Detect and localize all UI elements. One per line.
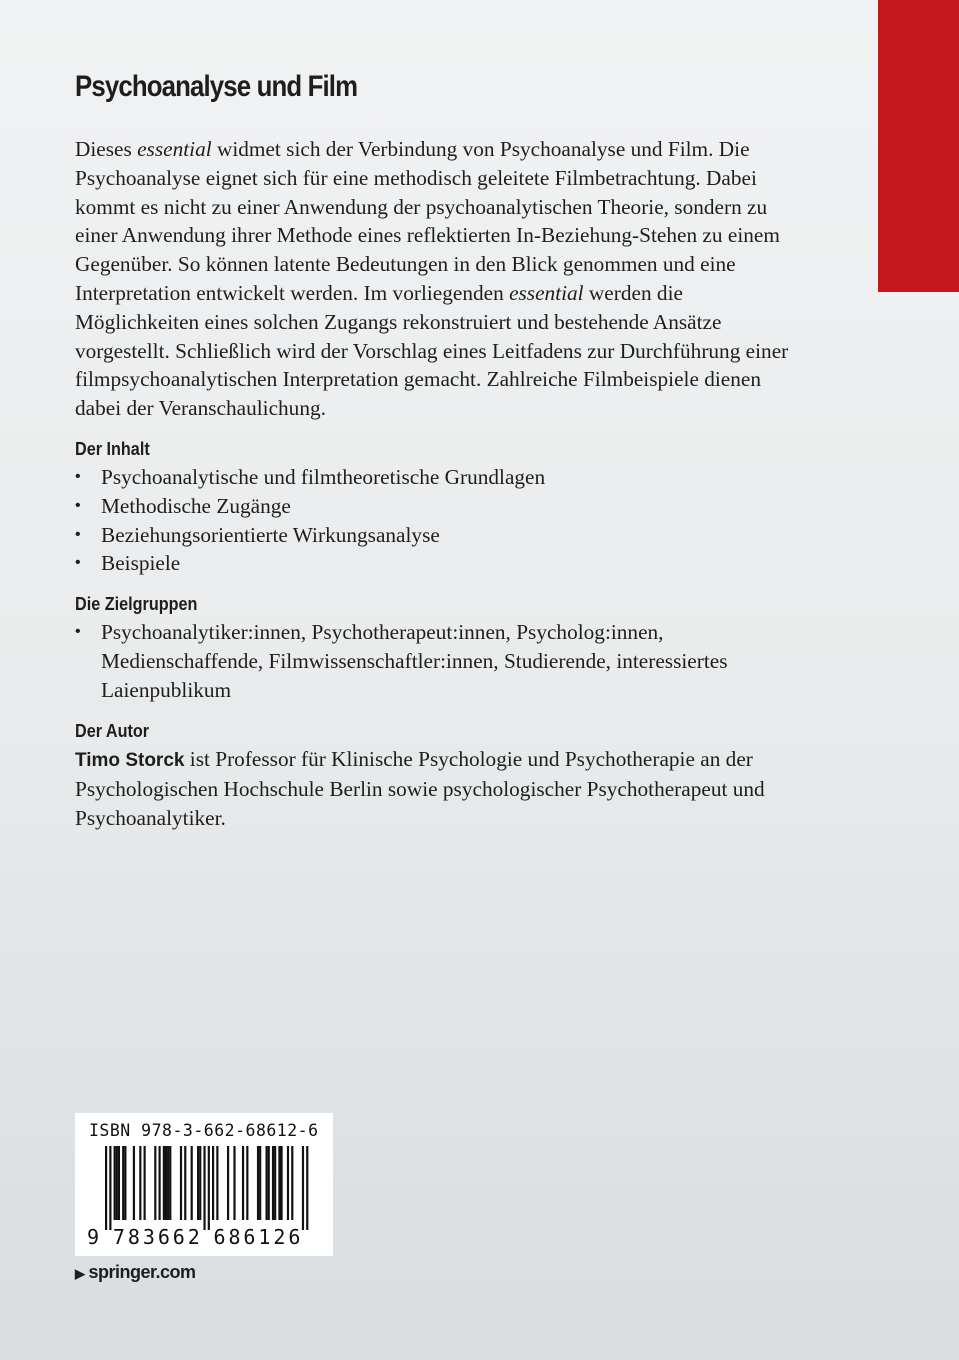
barcode-bar xyxy=(233,1146,235,1220)
intro-paragraph xyxy=(75,135,793,423)
intro-text: Dieses xyxy=(75,137,138,161)
barcode-bar xyxy=(116,1146,118,1220)
barcode-bar xyxy=(167,1146,169,1220)
intro-italic: essential xyxy=(137,137,212,161)
intro-text: werden die Möglichkeiten eines solchen Zugangs rekonstruiert und bestehende Ansätze vorgestellt. Schließlich wird der Vorschlag eines Leitfadens zur Durchführung einer filmpsychoanalytischen Interpretation gemacht. Zahlreiche Filmbeispiele dienen dabei der Veranschaulichung. xyxy=(75,280,789,421)
barcode-bar xyxy=(268,1146,270,1220)
barcode-bar xyxy=(242,1146,244,1220)
barcode-bar xyxy=(122,1146,124,1220)
barcode-bar xyxy=(154,1146,156,1220)
autor-heading: Der Autor xyxy=(75,720,150,741)
barcode-bar xyxy=(306,1146,308,1230)
barcode-bar xyxy=(191,1146,193,1220)
barcode-bar xyxy=(302,1146,304,1230)
barcode-digit: 8 xyxy=(127,1225,140,1249)
play-triangle-icon: ▶ xyxy=(75,1266,85,1281)
barcode-bars xyxy=(75,1113,333,1256)
barcode-digit: 3 xyxy=(142,1225,155,1249)
list-item: • Beispiele xyxy=(75,549,793,578)
inhalt-heading: Der Inhalt xyxy=(75,438,150,459)
isbn-label: ISBN 978-3-662-68612-6 xyxy=(89,1121,319,1140)
page-title: Psychoanalyse und Film xyxy=(75,70,358,103)
springer-link[interactable] xyxy=(75,1262,196,1283)
barcode-digit: 6 xyxy=(288,1225,301,1249)
author-name: Timo Storck xyxy=(75,749,185,771)
back-cover-text xyxy=(75,135,793,833)
red-accent-bar xyxy=(878,0,959,292)
barcode-bar xyxy=(203,1146,205,1230)
barcode-bar xyxy=(280,1146,282,1220)
barcode-bar xyxy=(105,1146,107,1230)
barcode-bar xyxy=(274,1146,276,1220)
barcode-bar xyxy=(184,1146,186,1220)
barcode-bar xyxy=(144,1146,146,1220)
barcode-bar xyxy=(257,1146,259,1220)
barcode-bar xyxy=(133,1146,135,1220)
barcode-bar xyxy=(109,1146,111,1230)
springer-link-text[interactable]: springer.com xyxy=(88,1262,196,1282)
barcode-bar xyxy=(163,1146,165,1220)
zielgruppen-heading: Die Zielgruppen xyxy=(75,594,198,615)
barcode-digit: 6 xyxy=(213,1225,226,1249)
barcode-digit: 6 xyxy=(157,1225,170,1249)
autor-paragraph xyxy=(75,745,793,833)
barcode-bar xyxy=(124,1146,126,1220)
barcode-bar xyxy=(159,1146,161,1220)
barcode-digit: 2 xyxy=(273,1225,286,1249)
barcode-bar xyxy=(118,1146,120,1220)
barcode-digit: 7 xyxy=(112,1225,125,1249)
intro-text: widmet sich der Verbindung von Psychoanalyse und Film. Die Psychoanalyse eignet sich für eine methodisch geleitete Filmbetrachtung. Dabei kommt es nicht zu einer Anwendung der psychoanalytischen Theorie, sondern zu einer Anwendung ihrer Methode eines reflektierten In-Beziehung-Stehen zu einem Gegenüber. So können latente Bedeutungen in den Blick genommen und eine Interpretation entwickelt werden. Im vorliegenden xyxy=(75,137,780,305)
barcode-bar xyxy=(287,1146,289,1220)
barcode-bar xyxy=(199,1146,201,1220)
author-bio: ist Professor für Klinische Psychologie und Psychotherapie an der Psychologischen Hochschule Berlin sowie psychologischer Psychotherapeut und Psychoanalytiker. xyxy=(75,746,765,831)
inhalt-list xyxy=(75,463,793,578)
barcode-bar xyxy=(246,1146,248,1220)
barcode-bar xyxy=(180,1146,182,1220)
barcode-bar xyxy=(114,1146,116,1220)
barcode-bar xyxy=(216,1146,218,1220)
barcode-bar xyxy=(208,1146,210,1230)
barcode-bar xyxy=(278,1146,280,1220)
barcode-bar xyxy=(139,1146,141,1220)
barcode-bar xyxy=(259,1146,261,1220)
barcode-bar xyxy=(212,1146,214,1220)
barcode-bar xyxy=(165,1146,167,1220)
barcode-bar xyxy=(291,1146,293,1220)
intro-italic: essential xyxy=(509,280,584,305)
barcode-bar xyxy=(227,1146,229,1220)
list-item: • Beziehungsorientierte Wirkungsanalyse xyxy=(75,521,793,550)
zielgruppen-list xyxy=(75,618,793,704)
barcode-bar xyxy=(197,1146,199,1220)
barcode-bar xyxy=(272,1146,274,1220)
isbn-barcode xyxy=(75,1113,333,1256)
barcode-digit: 2 xyxy=(187,1225,200,1249)
barcode-bar xyxy=(266,1146,268,1220)
barcode-digit: 6 xyxy=(243,1225,256,1249)
barcode-digit: 8 xyxy=(228,1225,241,1249)
list-item: • Methodische Zugänge xyxy=(75,492,793,521)
barcode-bar xyxy=(169,1146,171,1220)
barcode-digit: 9 xyxy=(86,1225,100,1249)
list-item: • Psychoanalytiker:innen, Psychotherapeut:innen, Psycholog:innen, Medienschaffende, Filmwissenschaftler:innen, Studierende, interessiertes Laienpublikum xyxy=(75,618,793,704)
barcode-digit: 6 xyxy=(172,1225,185,1249)
list-item: • Psychoanalytische und filmtheoretische Grundlagen xyxy=(75,463,793,492)
barcode-digit: 1 xyxy=(258,1225,271,1249)
